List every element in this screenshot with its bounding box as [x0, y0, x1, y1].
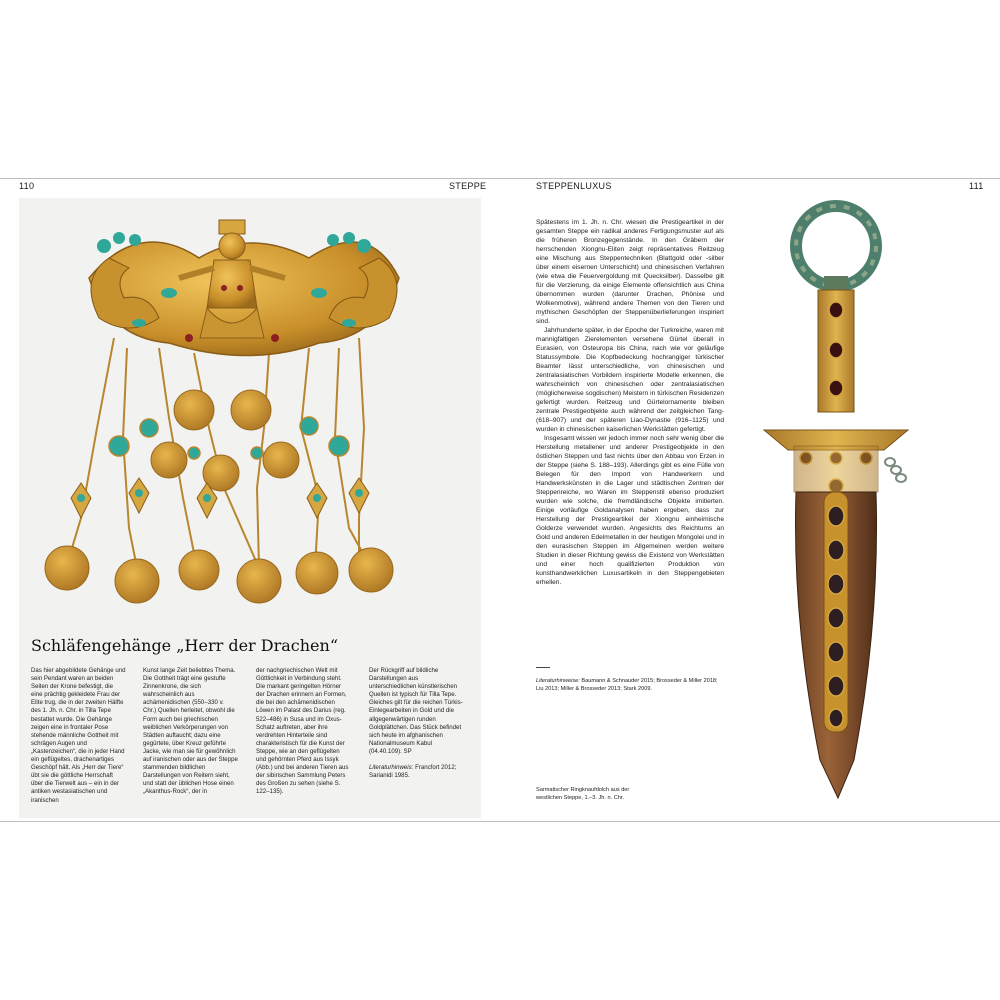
pendant-text-column-2: [143, 667, 238, 797]
pendant-text-1: Das hier abgebildete Gehänge und sein Pendant waren an beiden Seiten der Krone befestigt, die eine prächtig gekleidete Frau der Elite trug, die in der zweiten Hälfte des 1. Jh. n. Chr. in Tilla Tepe bestattet wurde. Die Gehänge zeigen eine in frontaler Pose stehende männliche Gottheit mit schrägen Augen und „Kastenzeichen“, die in jeder Hand ein geflügeltes, drachenartiges Geschöpf hält. Als „Herr der Tiere“ übt sie die göttliche Herrschaft über die Tierwelt aus – ein in der antiken westasiatischen und iranischen: [31, 667, 126, 804]
pendant-literature: [369, 764, 464, 780]
main-paragraph-3: Insgesamt wissen wir jedoch immer noch sehr wenig über die Herstellung metallener und anderer Prestigeobjekte in den östlichen Steppen und fast nichts über den Abbau von Erzen in der Steppe (siehe S. 188–193). Allerdings gibt es eine Fülle von Belegen für den Import von Handwerkern und Handwerkskünsten in die Lager und städtischen Zentren der Steppenreiche, wo Waren im Steppenstil ebenso produziert wurden wie solche, die fremdländische Objekte imitierten. Einige vorläufige Goldanalysen haben ergeben, dass zur Herstellung der Prestigeartikel der Xiongnu einheimische Golderze verwendet wurden. Angesichts des Reichtums an Gold und anderen Edelmetallen in der heutigen Mongolei und in den eurasischen Steppen im Allgemeinen werden weitere Studien in dieser Richtung gewiss die Existenz von Werkstätten und einer hoch qualifizierten Produktion von kunsthandwerklichen Luxusartikeln in den Steppengebieten erhellen.: [536, 435, 724, 586]
main-references: [536, 677, 726, 693]
main-paragraph-2: Jahrhunderte später, in der Epoche der Turkreiche, waren mit mannigfaltigen Zierelementen versehene Gürtel überall in Eurasien, von Osteuropa bis China, nach wie vor geläufige Statussymbole. Die Kopfbedeckung hochrangiger türkischer Beamter lässt unterschiedliche, von chinesischen und zentralasiatischen Vorbildern inspirierte Modelle erkennen, die wahrscheinlich von chinesischen oder zentralasiatischen (möglicherweise sogdischen) Meistern in türkischen Residenzen gefertigt wurden. Reitzeug und Gürtelornamente bleiben zentrale Prestigeobjekte auch während der zeitgleichen Tang- (618–907) und der späteren Liao-Dynastie (916–1125) und wurden in chinesischen kaiserlichen Werkstätten gefertigt.: [536, 327, 724, 433]
pendant-image: [19, 198, 481, 628]
left-section-title: STEPPE: [449, 181, 487, 191]
references-rule: [536, 667, 550, 668]
pendant-title: Schläfengehänge „Herr der Drachen“: [31, 636, 339, 655]
right-page-number: 111: [969, 181, 984, 191]
main-paragraph-1: Spätestens im 1. Jh. n. Chr. wiesen die Prestigeartikel in der gesamten Steppe ein radikal anderes Fertigungsmuster auf als die früheren Bronzegegenstände. In den Gräbern der herrschenden Xiongnu-Eliten zeigt repräsentatives Reitzeug eine Mischung aus Steppentechniken (Blattgold oder -silber über einem eisernen Unterschicht) und chinesischen Verfahren (wie etwa die Feuervergoldung mit Quecksilber). Dasselbe gilt für die Verzierung, da einige Elemente offensichtlich aus China übernommen wurden (darunter Drachen, Phönixe und Wolkenmotive), während andere Themen von den Tieren und mythischen Geschöpfen der Steppenüberlieferungen inspiriert sind.: [536, 219, 724, 325]
pendant-text-3: der nachgriechischen Welt mit Göttlichkeit in Verbindung steht. Die markant geringelten Hörner der Drachen erinnern an Formen, die bei den achämenidischen Löwen im Palast des Darius (reg. 522–486) in Susa und im Oxus-Schatz auftreten, aber ihre verdrehten Hinterteile sind charakteristisch für die Kunst der Steppe, wie an den geflügelten und gehörnten Pferd aus Issyk (Abb.) und bei anderen Tieren aus der sibirischen Sammlung Peters des Großen zu sehen (siehe S. 122–135).: [256, 667, 349, 796]
main-literature-label: Literaturhinweise:: [536, 678, 580, 684]
main-text: [536, 218, 724, 587]
pendant-text-column-3: [256, 667, 351, 797]
right-section-title: STEPPENLUXUS: [536, 181, 612, 191]
pendant-literature-text: Francfort 2012; Sarianidi 1985.: [369, 764, 457, 780]
pendant-literature-label: Literaturhinweis:: [369, 764, 414, 772]
pendant-text-column-1: [31, 667, 126, 805]
main-literature-text: Baumann & Schnauder 2015; Brosseder & Miller 2018; Liu 2013; Miller & Brosseder 2013; Stark 2009.: [536, 678, 718, 692]
left-page-number: 110: [19, 181, 35, 191]
pendant-text-column-4: [369, 667, 464, 780]
dagger-image: [758, 200, 918, 810]
dagger-caption: Sarmatischer Ringknaufdolch aus der westlichen Steppe, 1.–3. Jh. n. Chr.: [536, 787, 630, 801]
pendant-text-2: Kunst lange Zeit beliebtes Thema. Die Gottheit trägt eine gestufte Zinnenkrone, die sich wahrscheinlich aus achämenidischen (550–330 v. Chr.) Quellen herleitet, obwohl die Form auch bei griechischen weiblichen Verkörperungen von Städten auftaucht; dazu eine gegürtete, über Kreuz geführte Jacke, wie man sie für gewöhnlich auf iranischen oder aus der Steppe stammenden bildlichen Darstellungen von Reitern sieht, und statt der üblichen Hose einen „Akanthus-Rock“, der in: [143, 667, 238, 796]
bottom-rule: [0, 821, 1000, 822]
top-rule: [0, 178, 1000, 179]
pendant-text-4: Der Rückgriff auf bildliche Darstellungen aus unterschiedlichen künstlerischen Quellen ist typisch für Tilla Tepe. Gleiches gilt für die reichen Türkis-Einlegearbeiten in Gold und die allgegenwärtigen runden Goldplättchen. Das Stück befindet sich heute im afghanischen Nationalmuseum Kabul (04.40.109). SP: [369, 667, 463, 755]
